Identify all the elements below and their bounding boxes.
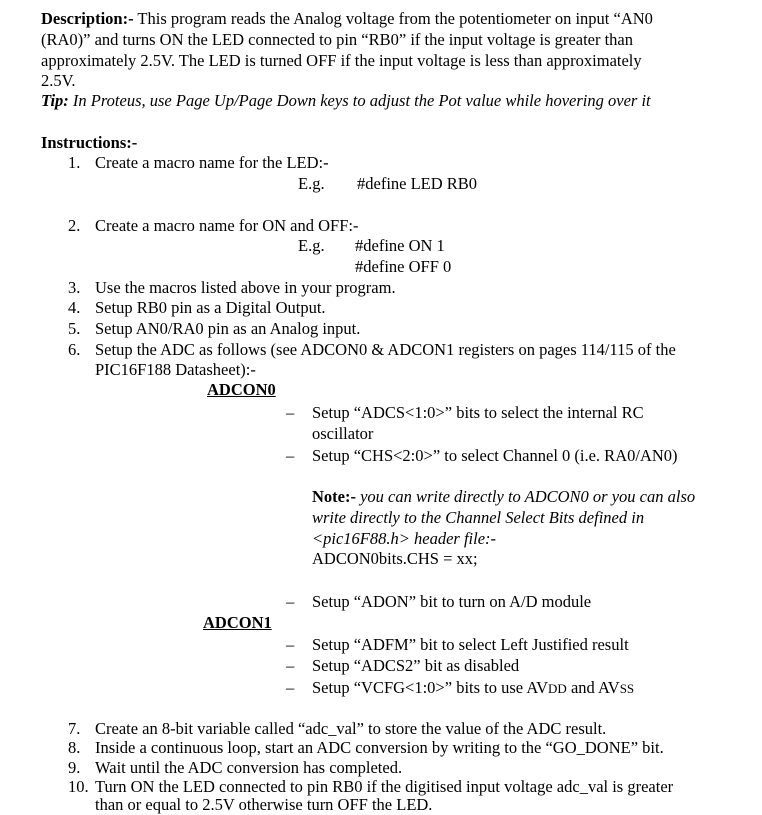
adcon1-bullet-3 <box>312 678 634 699</box>
vss-smallcaps: SS <box>619 681 635 696</box>
description-line-3: approximately 2.5V. The LED is turned OFF if the input voltage is less than approximately <box>41 51 642 70</box>
dash-bullet: – <box>286 592 295 611</box>
adcon1-bullet-3-text: Setup “VCFG<1:0>” bits to use AV <box>312 678 549 697</box>
dash-bullet: – <box>286 403 295 422</box>
step-8-number: 8. <box>68 738 81 757</box>
step-7-text: Create an 8-bit variable called “adc_val” to store the value of the ADC result. <box>95 719 607 738</box>
step-10-text: Turn ON the LED connected to pin RB0 if the digitised input voltage adc_val is greater <box>95 777 674 796</box>
eg-code-off: #define OFF 0 <box>355 257 452 276</box>
instructions-heading: Instructions:- <box>41 133 138 152</box>
step-9-number: 9. <box>68 758 81 777</box>
adcon0-heading: ADCON0 <box>207 380 276 399</box>
step-3-number: 3. <box>68 278 81 297</box>
step-9-text: Wait until the ADC conversion has completed. <box>95 758 403 777</box>
tip-label: Tip: <box>41 91 69 110</box>
step-4-text: Setup RB0 pin as a Digital Output. <box>95 298 326 317</box>
adcon0-bullet-1: Setup “ADCS<1:0>” bits to select the internal RC <box>312 403 644 422</box>
dash-bullet: – <box>286 635 295 654</box>
description-text-1: This program reads the Analog voltage from the potentiometer on input “AN0 <box>137 9 653 28</box>
dash-bullet: – <box>286 446 295 465</box>
description-line-2: (RA0)” and turns ON the LED connected to pin “RB0” if the input voltage is greater than <box>41 30 634 49</box>
adcon0-bullet-1-cont: oscillator <box>312 424 374 443</box>
step-1-text: Create a macro name for the LED:- <box>95 153 329 172</box>
step-5-text: Setup AN0/RA0 pin as an Analog input. <box>95 319 361 338</box>
note-text-1: you can write directly to ADCON0 or you can also <box>360 487 696 506</box>
adcon1-bullet-2: Setup “ADCS2” bit as disabled <box>312 656 520 675</box>
note-line-1 <box>312 487 695 507</box>
eg-code-on: #define ON 1 <box>355 236 445 255</box>
step-10-number: 10. <box>68 777 89 796</box>
eg-label-2: E.g. <box>298 236 325 255</box>
step-7-number: 7. <box>68 719 81 738</box>
description-label: Description:- <box>41 9 134 28</box>
step-3-text: Use the macros listed above in your program. <box>95 278 396 297</box>
note-line-3: <pic16F88.h> header file:- <box>312 529 497 548</box>
tip-line <box>41 91 651 111</box>
description-line-4: 2.5V. <box>41 71 76 90</box>
vdd-smallcaps: DD <box>548 681 567 696</box>
step-4-number: 4. <box>68 298 81 317</box>
adcon0-bullet-3: Setup “ADON” bit to turn on A/D module <box>312 592 592 611</box>
note-label: Note:- <box>312 487 356 506</box>
dash-bullet: – <box>286 656 295 675</box>
adcon1-bullet-3-mid: and AV <box>566 678 620 697</box>
note-line-2: write directly to the Channel Select Bits defined in <box>312 508 645 527</box>
adcon1-heading: ADCON1 <box>203 613 272 632</box>
step-6-number: 6. <box>68 340 81 359</box>
step-2-number: 2. <box>68 216 81 235</box>
adcon1-bullet-1: Setup “ADFM” bit to select Left Justified result <box>312 635 629 654</box>
step-2-text: Create a macro name for ON and OFF:- <box>95 216 359 235</box>
eg-label-1: E.g. <box>298 174 325 193</box>
step-5-number: 5. <box>68 319 81 338</box>
step-6-text: Setup the ADC as follows (see ADCON0 & ADCON1 registers on pages 114/115 of the <box>95 340 676 359</box>
eg-code-led: #define LED RB0 <box>357 174 478 193</box>
step-8-text: Inside a continuous loop, start an ADC conversion by writing to the “GO_DONE” bit. <box>95 738 664 757</box>
step-6-text-cont: PIC16F188 Datasheet):- <box>95 360 256 379</box>
adcon0-bullet-2: Setup “CHS<2:0>” to select Channel 0 (i.e. RA0/AN0) <box>312 446 678 465</box>
description-line-1 <box>41 9 653 29</box>
tip-text: In Proteus, use Page Up/Page Down keys to adjust the Pot value while hovering over it <box>72 91 651 110</box>
dash-bullet: – <box>286 678 295 697</box>
step-10-text-cont: than or equal to 2.5V otherwise turn OFF the LED. <box>95 795 433 814</box>
note-code: ADCON0bits.CHS = xx; <box>312 549 478 568</box>
step-1-number: 1. <box>68 153 81 172</box>
